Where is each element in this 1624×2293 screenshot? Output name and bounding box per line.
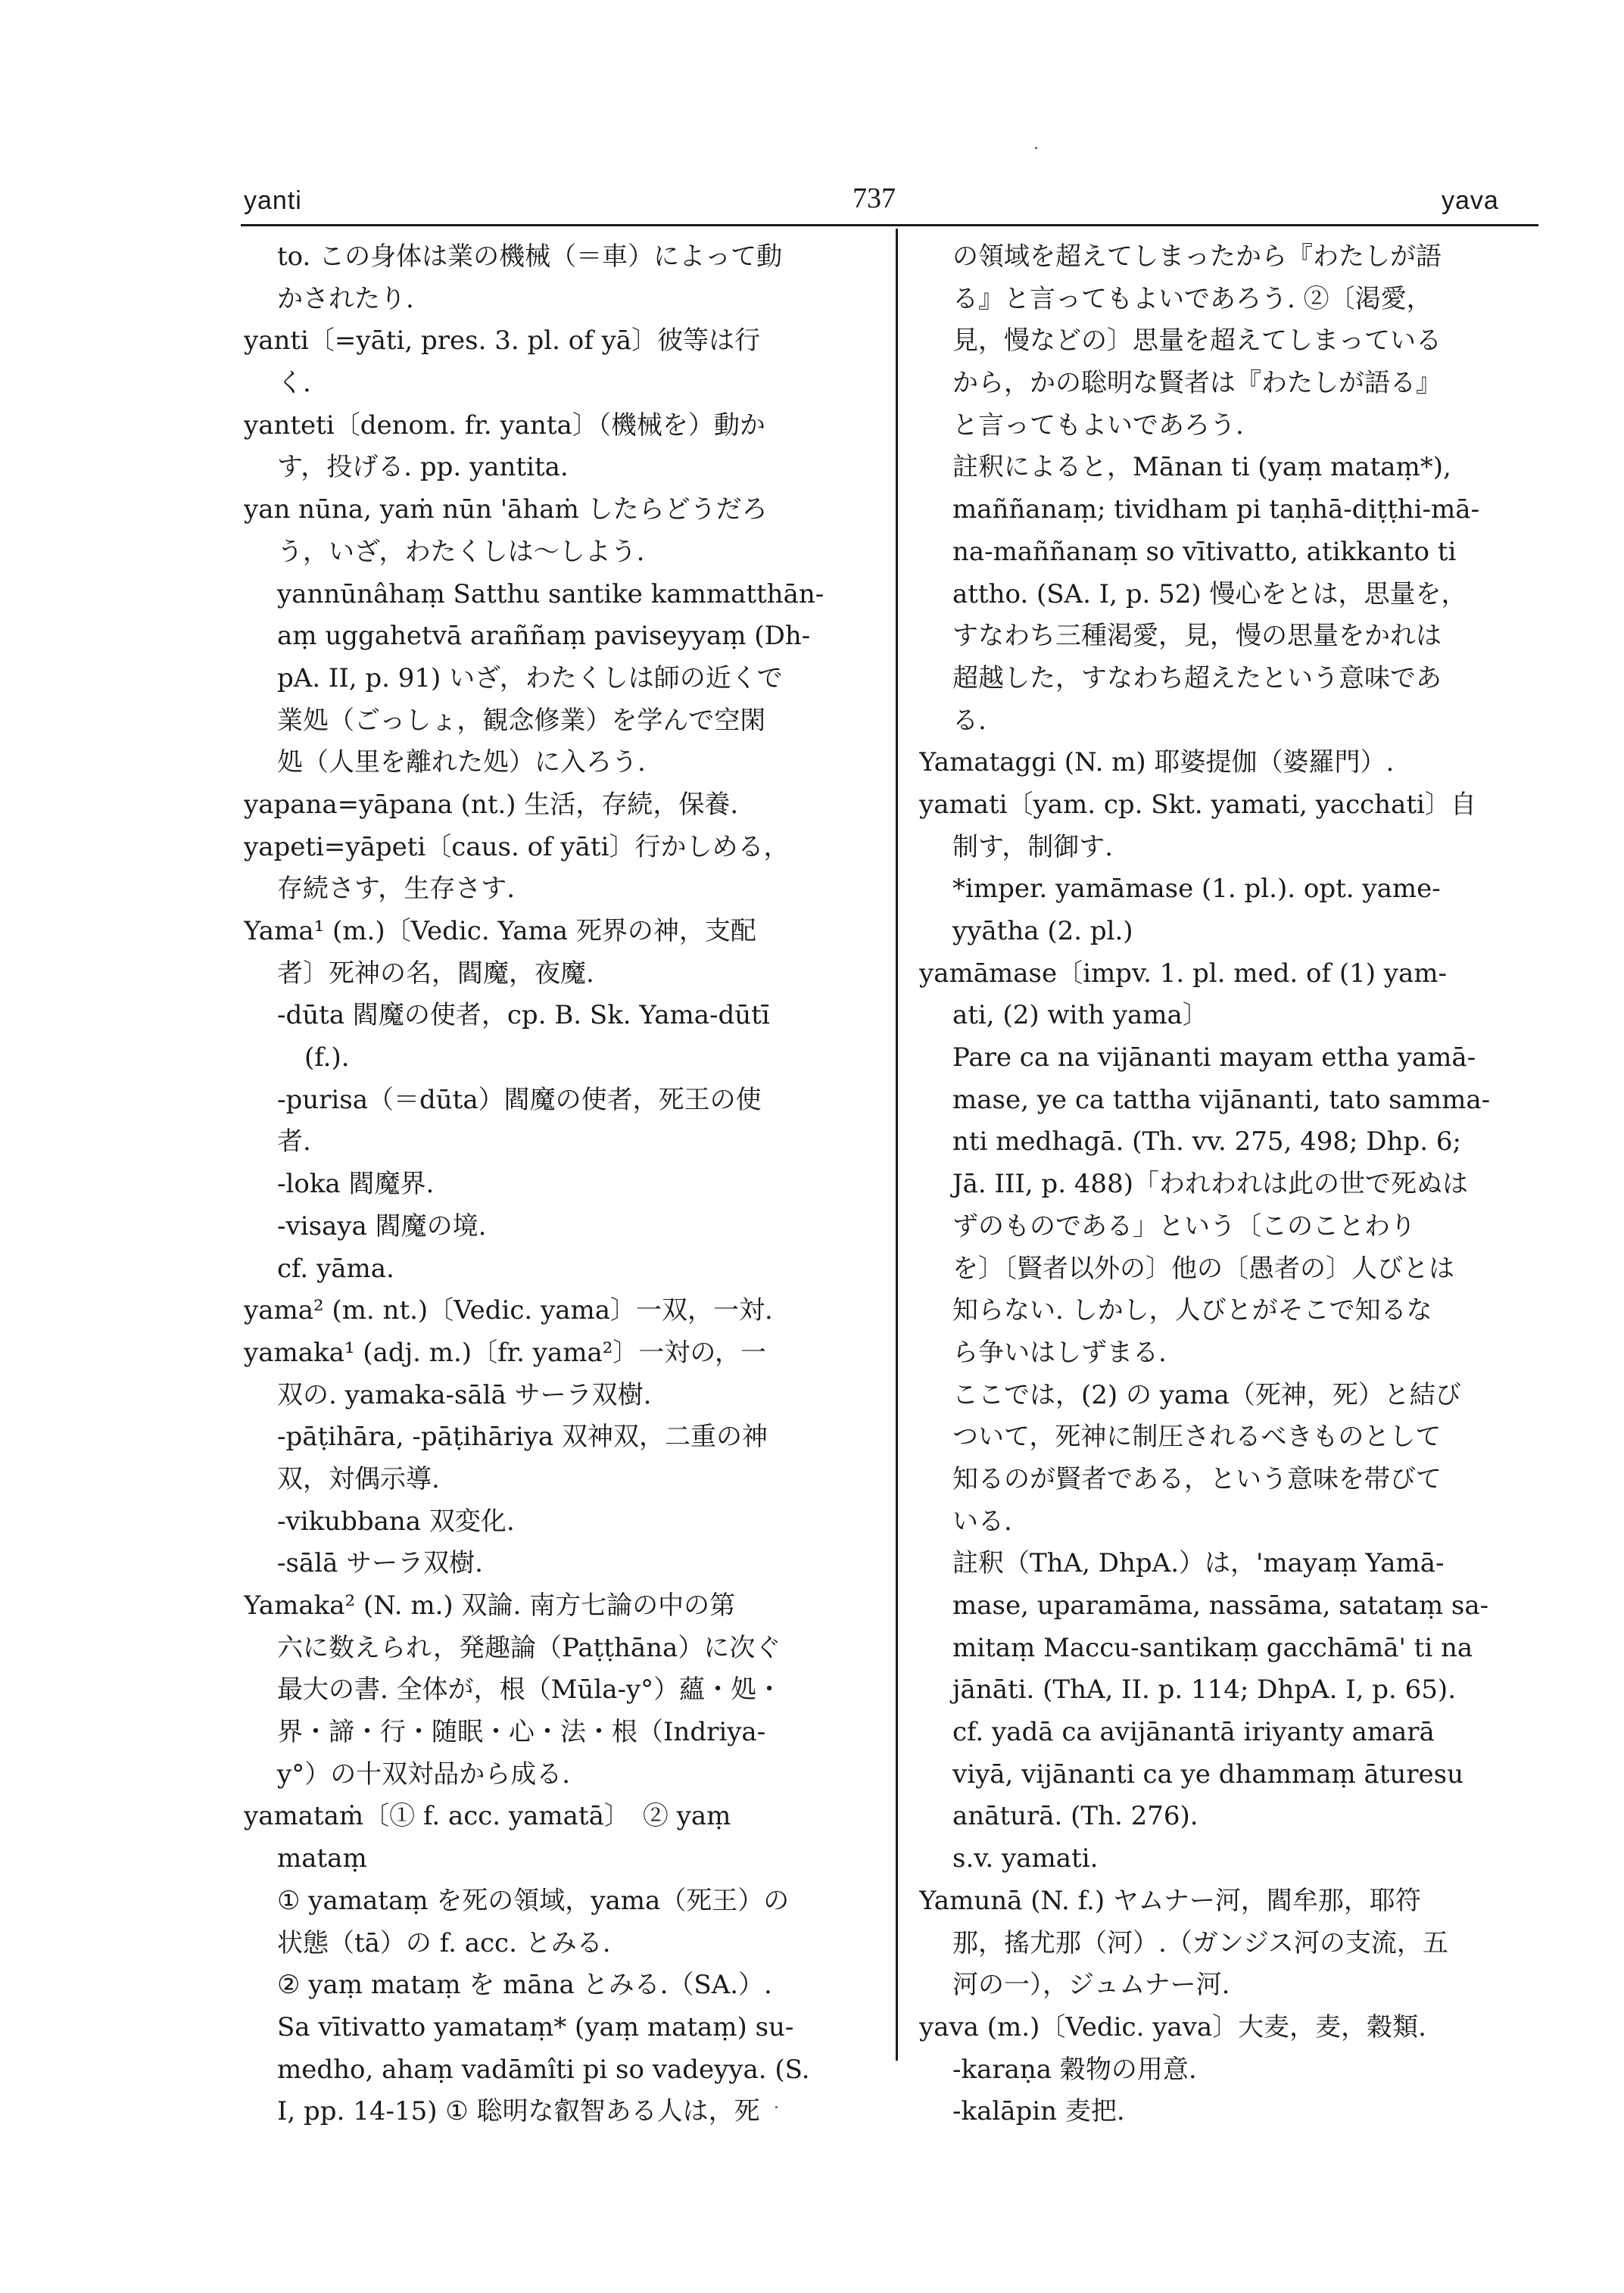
entry-line: 最大の書. 全体が，根（Mūla-y°）蘊・処・ (277, 1675, 783, 1706)
entry-headline: yanteti〔denom. fr. yanta〕（機械を）動か (244, 410, 765, 441)
entry-line: ここでは，(2) の yama（死神，死）と結び (952, 1379, 1461, 1410)
entry-line: -kalāpin 麦把. (952, 2096, 1125, 2127)
entry-line: 界・諦・行・随眠・心・法・根（Indriya- (277, 1717, 766, 1748)
entry-headline: yama² (m. nt.)〔Vedic. yama〕一双，一対. (244, 1295, 773, 1326)
entry-line: 註釈（ThA, DhpA.）は，'mayaṃ Yamā- (952, 1548, 1445, 1579)
entry-line: -sālā サーラ双樹. (277, 1548, 483, 1579)
entry-line: mase, ye ca tattha vijānanti, tato samma- (952, 1084, 1491, 1115)
entry-line: 見，慢などの〕思量を超えてしまっている (952, 326, 1442, 357)
entry-line: cf. yadā ca avijānantā iriyanty amarā (952, 1717, 1435, 1748)
entry-line: 超越した，すなわち超えたという意味であ (952, 662, 1442, 693)
entry-line: かされたり. (277, 283, 414, 314)
entry-line: 知るのが賢者である，という意味を帯びて (952, 1463, 1442, 1494)
entry-line: 河の一），ジュムナー河. (952, 1970, 1230, 2001)
entry-headline: yapana=yāpana (nt.) 生活，存続，保養. (244, 789, 739, 820)
entry-line: attho. (SA. I, p. 52) 慢心をとは，思量を， (952, 578, 1467, 609)
entry-line: 双，対偶示導. (277, 1463, 440, 1494)
entry-line: aṃ uggahetvā araññaṃ paviseyyaṃ (Dh- (277, 621, 811, 652)
entry-line: -karaṇa 穀物の用意. (952, 2054, 1197, 2085)
entry-line: 処（人里を離れた処）に入ろう. (277, 747, 646, 778)
entry-headline: yan nūna, yaṁ nūn 'āhaṁ したらどうだろ (244, 494, 768, 525)
entry-line: 業処（ごっしょ，観念修業）を学んで空閑 (277, 705, 766, 736)
entry-headline: yamati〔yam. cp. Skt. yamati, yacchati〕自 (919, 789, 1476, 820)
entry-line: pA. II, p. 91) いざ，わたくしは師の近くで (277, 662, 783, 693)
entry-line: maññanaṃ; tividham pi taṇhā-diṭṭhi-mā- (952, 494, 1480, 525)
scan-speck (1035, 147, 1037, 149)
entry-line: 状態（tā）の f. acc. とみる. (277, 1927, 611, 1958)
entry-line: と言ってもよいであろう. (952, 410, 1244, 441)
entry-headline: yanti〔=yāti, pres. 3. pl. of yā〕彼等は行 (244, 326, 761, 357)
entry-line: る』と言ってもよいであろう. ②〔渇愛， (952, 283, 1432, 314)
entry-line: Sa vītivatto yamataṃ* (yaṃ mataṃ) su- (277, 2011, 794, 2042)
entry-line: 存続さす，生存さす. (277, 874, 516, 905)
entry-line: を〕〔賢者以外の〕他の〔愚者の〕人びとは (952, 1253, 1454, 1284)
entry-line: 双の. yamaka-sālā サーラ双樹. (277, 1379, 652, 1410)
entry-line: 那，搖尤那（河）.（ガンジス河の支流，五 (952, 1927, 1448, 1958)
entry-line: cf. yāma. (277, 1253, 394, 1284)
entry-headline: yamaka¹ (adj. m.)〔fr. yama²〕一対の，一 (244, 1337, 767, 1368)
entry-line: いる. (952, 1506, 1012, 1537)
entry-line: nti medhagā. (Th. vv. 275, 498; Dhp. 6; (952, 1126, 1461, 1157)
entry-line: すなわち三種渇愛，見，慢の思量をかれは (952, 621, 1442, 652)
entry-line: s.v. yamati. (952, 1843, 1099, 1874)
entry-headline: Yamunā (N. f.) ヤムナー河，閻牟那，耶符 (919, 1885, 1421, 1916)
entry-line: na-maññanaṃ so vītivatto, atikkanto ti (952, 536, 1457, 567)
entry-line: ずのものである」という〔このことわり (952, 1210, 1416, 1242)
entry-line: す，投げる. pp. yantita. (277, 452, 569, 483)
entry-line: る. (952, 705, 987, 736)
entry-line: y°）の十双対品から成る. (277, 1759, 571, 1790)
entry-line: ati, (2) with yama〕 (952, 1000, 1208, 1031)
entry-line: viyā, vijānanti ca ye dhammaṃ āturesu (952, 1759, 1464, 1790)
entry-line: mase, uparamāma, nassāma, satataṃ sa- (952, 1590, 1489, 1621)
scan-speck (775, 2106, 778, 2108)
entry-line: -pāṭihāra, -pāṭihāriya 双神双，二重の神 (277, 1422, 768, 1453)
entry-headline: yava (m.)〔Vedic. yava〕大麦，麦，穀類. (919, 2011, 1426, 2042)
entry-line: to. この身体は業の機械（＝車）によって動 (277, 241, 783, 272)
entry-line: 知らない. しかし，人びとがそこで知るな (952, 1295, 1432, 1326)
entry-line: medho, ahaṃ vadāmîti pi so vadeyya. (S. (277, 2054, 810, 2085)
entry-line: yyātha (2. pl.) (952, 916, 1133, 946)
entry-line: mataṃ (277, 1843, 367, 1874)
column-divider (896, 229, 898, 2061)
entry-line: Pare ca na vijānanti mayam ettha yamā- (952, 1042, 1476, 1073)
entry-headline: yamataṁ〔① f. acc. yamatā〕 ② yaṃ (244, 1801, 731, 1832)
entry-line: I, pp. 14-15) ① 聡明な叡智ある人は，死 (277, 2096, 760, 2127)
entry-line: 制す，制御す. (952, 831, 1114, 862)
entry-line: jānāti. (ThA, II. p. 114; DhpA. I, p. 65). (952, 1675, 1457, 1706)
entry-line: ② yaṃ mataṃ を māna とみる.（SA.）. (277, 1970, 772, 2001)
running-head-left: yanti (244, 186, 302, 215)
entry-line: -loka 閻魔界. (277, 1169, 435, 1200)
entry-headline: Yamaka² (N. m.) 双論. 南方七論の中の第 (244, 1590, 736, 1621)
entry-line: *imper. yamāmase (1. pl.). opt. yame- (952, 874, 1441, 905)
entry-line: 六に数えられ，発趣論（Paṭṭhāna）に次ぐ (277, 1632, 781, 1663)
entry-line: -dūta 閻魔の使者，cp. B. Sk. Yama-dūtī (277, 1000, 770, 1031)
entry-line: 者〕死神の名，閻魔，夜魔. (277, 958, 594, 989)
entry-line: anāturā. (Th. 276). (952, 1801, 1199, 1832)
entry-line: Jā. III, p. 488)「われわれは此の世で死ぬは (952, 1169, 1468, 1200)
entry-line: yannūnâhaṃ Satthu santike kammatthān- (277, 578, 824, 609)
running-head-right: yava (1442, 186, 1499, 215)
entry-line: -visaya 閻魔の境. (277, 1210, 487, 1242)
left-column (244, 236, 872, 2133)
entry-headline: yapeti=yāpeti〔caus. of yāti〕行かしめる， (244, 831, 790, 862)
entry-line: 註釈によると，Mānan ti (yaṃ mataṃ*), (952, 452, 1451, 483)
entry-line: (f.). (304, 1042, 350, 1073)
right-column (919, 236, 1540, 2133)
entry-line: から，かの聡明な賢者は『わたしが語る』 (952, 368, 1442, 399)
entry-headline: Yamataggi (N. m) 耶婆提伽（婆羅門）. (919, 747, 1395, 778)
entry-line: ① yamataṃ を死の領域，yama（死王）の (277, 1885, 790, 1916)
entry-line: ついて，死神に制圧されるべきものとして (952, 1422, 1442, 1453)
entry-line: -vikubbana 双変化. (277, 1506, 515, 1537)
entry-line: 者. (277, 1126, 311, 1157)
entry-line: mitaṃ Maccu-santikaṃ gacchāmā' ti na (952, 1632, 1473, 1663)
entry-line: く. (277, 368, 311, 399)
entry-headline: yamāmase〔impv. 1. pl. med. of (1) yam- (919, 958, 1448, 989)
entry-headline: Yama¹ (m.)〔Vedic. Yama 死界の神，支配 (244, 916, 756, 946)
page-number: 737 (853, 182, 896, 214)
entry-line: う，いざ，わたくしは～しよう. (277, 536, 645, 567)
entry-line: の領域を超えてしまったから『わたしが語 (952, 241, 1442, 272)
entry-line: ら争いはしずまる. (952, 1337, 1167, 1368)
header-rule (241, 224, 1538, 226)
entry-line: -purisa（＝dūta）閻魔の使者，死王の使 (277, 1084, 762, 1115)
